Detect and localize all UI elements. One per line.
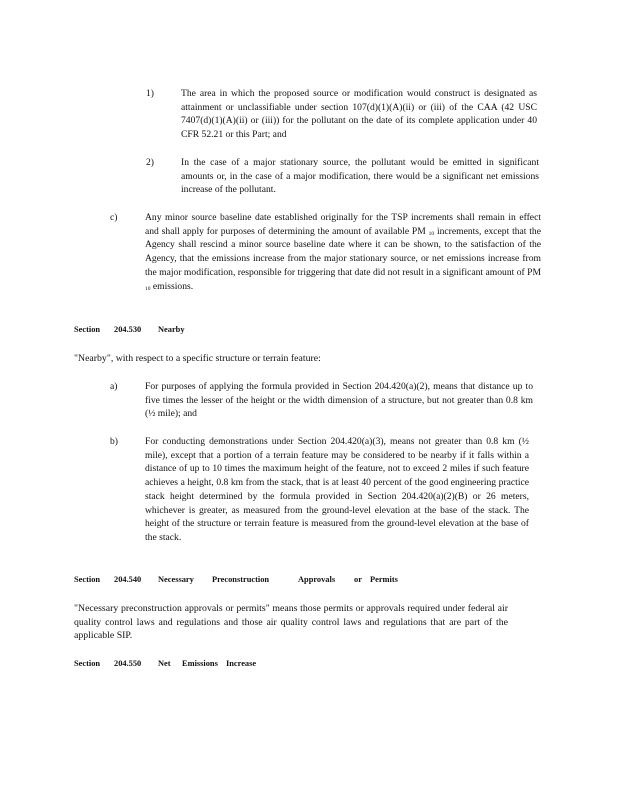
definition-paragraph: "Nearby", with respect to a specific structure or terrain feature: bbox=[74, 353, 321, 364]
section-number: 204.540 bbox=[114, 575, 142, 584]
section-number: 204.530 bbox=[114, 325, 142, 334]
list-marker: c) bbox=[110, 212, 118, 223]
section-title-word: Net bbox=[158, 659, 171, 668]
section-label: Section bbox=[74, 659, 101, 668]
text-segment: Any minor source baseline date established originally for the TSP increments shall remain in effect and shall apply for purposes of determining the amount of available PM bbox=[145, 212, 541, 237]
list-marker: a) bbox=[110, 381, 118, 392]
text-segment: increments, except that the Agency shall rescind a minor source baseline date where it can be shown, to the satisfaction of the Agency, that the emissions increase from the major stationary source, or net emissions increase from the major modification, responsible for triggering that date did not result in a significant amount of PM bbox=[145, 225, 541, 278]
section-label: Section bbox=[74, 575, 101, 584]
definition-paragraph: "Necessary preconstruction approvals or permits" means those permits or approvals required under federal air quality control laws and regulations and those air quality control laws and regulations that are part of the applicable SIP. bbox=[74, 603, 508, 642]
section-heading bbox=[74, 575, 398, 584]
section-title-word: Increase bbox=[226, 659, 257, 668]
section-number: 204.550 bbox=[114, 659, 142, 668]
section-heading bbox=[74, 325, 185, 334]
list-item-text: The area in which the proposed source or modification would construct is designated as attainment or unclassifiable under section 107(d)(1)(A)(ii) or (iii) of the CAA (42 USC 7407(d)(1)(A)(ii) or (iii)) for the pollutant on the date of its complete application under 40 CFR 52.21 or this Part; and bbox=[181, 88, 537, 141]
list-marker: 1) bbox=[146, 88, 154, 99]
list-marker: b) bbox=[110, 436, 118, 447]
section-title: Nearby bbox=[158, 325, 185, 334]
section-title-word: Permits bbox=[370, 575, 398, 584]
text-segment: emissions. bbox=[152, 280, 194, 292]
list-item-text: In the case of a major stationary source, the pollutant would be emitted in significant amounts or, in the case of a major modification, there would be a significant net emissions increase of the pollutant. bbox=[181, 157, 539, 196]
list-marker: 2) bbox=[146, 157, 154, 168]
section-title-word: Preconstruction bbox=[212, 575, 270, 584]
section-title-word: Approvals bbox=[298, 575, 336, 584]
section-title-word: or bbox=[354, 575, 362, 584]
section-label: Section bbox=[74, 325, 101, 334]
section-heading bbox=[74, 659, 256, 668]
section-title-word: Emissions bbox=[182, 659, 218, 668]
subscript: 10 bbox=[145, 285, 151, 292]
list-item-text: For conducting demonstrations under Section 204.420(a)(3), means not greater than 0.8 km (½ mile), except that a portion of a terrain feature may be considered to be nearby if it falls within a distance of up to 10 times the maximum height of the feature, not to exceed 2 miles if such feature achieves a height, 0.8 km from the stack, that is at least 40 percent of the good engineering practice stack height determined by the formula provided in Section 204.420(a)(2)(B) or 26 meters, whichever is greater, as measured from the ground-level elevation at the base of the stack. The height of the structure or terrain feature is measured from the ground-level elevation at the base of the stack. bbox=[145, 436, 529, 543]
section-title-word: Necessary bbox=[158, 575, 194, 584]
list-item-text: For purposes of applying the formula provided in Section 204.420(a)(2), means that distance up to five times the lesser of the height or the width dimension of a structure, but not greater than 0.8 km (½ mile); and bbox=[145, 381, 533, 420]
subscript: 10 bbox=[428, 230, 435, 237]
list-item-text bbox=[145, 211, 541, 293]
